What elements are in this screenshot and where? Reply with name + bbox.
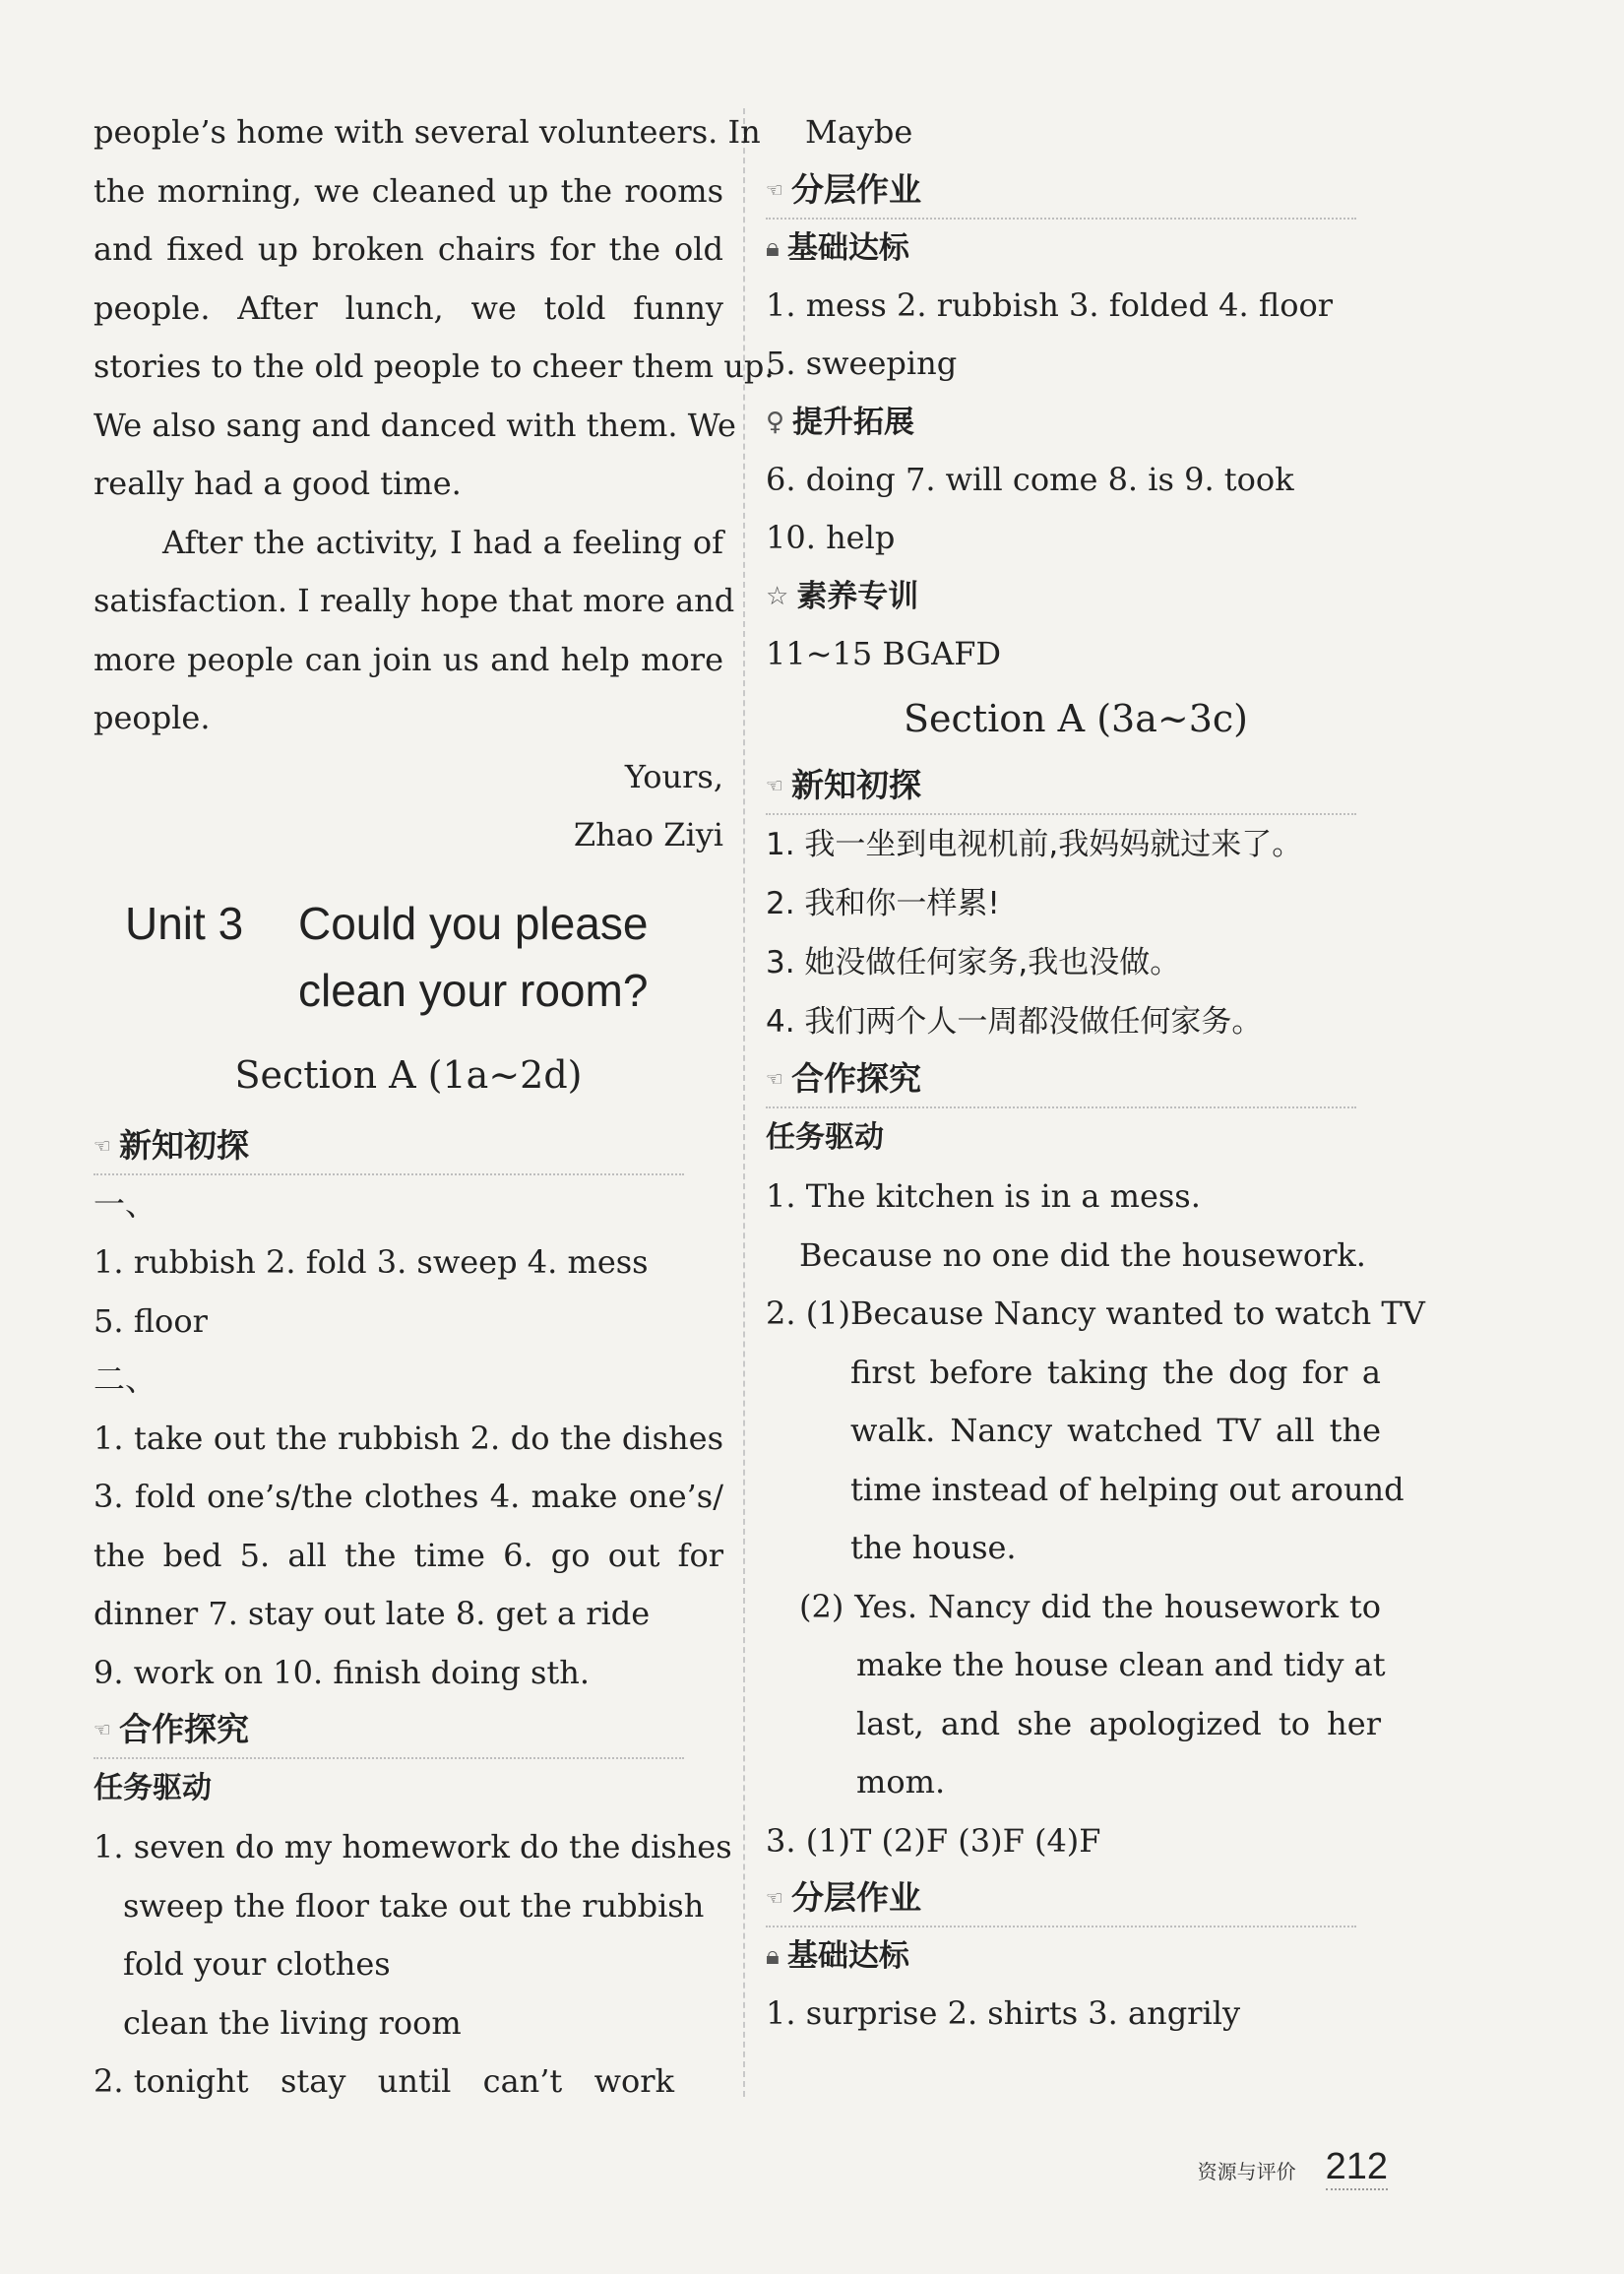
- answer-line: walk. Nancy watched TV all the: [850, 1412, 1381, 1449]
- subheading-raise: [766, 394, 1386, 451]
- pointer-icon: ☜: [766, 1067, 783, 1091]
- answer-line: clean the living room: [123, 2003, 462, 2042]
- subheading-basic: [766, 1927, 1386, 1985]
- answer-line: 11~15 BGAFD: [766, 634, 1002, 672]
- unit-title: [94, 890, 723, 1024]
- answer-word: until: [377, 2062, 452, 2100]
- subheading-label: 素养专训: [796, 578, 919, 614]
- letter-line: people.: [94, 699, 211, 736]
- answer-line: the house.: [850, 1529, 1017, 1566]
- subheading-basic: [766, 220, 1386, 277]
- section-heading-layer: [766, 162, 1356, 220]
- section-heading-coop: [94, 1702, 684, 1759]
- answer-line: (2) Yes. Nancy did the housework to: [799, 1587, 1381, 1625]
- page-number: 212: [1326, 2146, 1388, 2190]
- heading-label: 分层作业: [790, 1878, 921, 1917]
- heading-label: 新知初探: [790, 766, 921, 804]
- heading-label: 新知初探: [118, 1125, 249, 1165]
- task-label: 任务驱动: [94, 1771, 212, 1805]
- answer-line: 1. take out the rubbish 2. do the dishes: [94, 1419, 723, 1457]
- section-heading-layer: [766, 1870, 1356, 1927]
- letter-closing: Yours,: [624, 757, 723, 795]
- answer-line: time instead of helping out around: [850, 1470, 1405, 1508]
- heading-label: 合作探究: [118, 1710, 249, 1748]
- letter-body: [94, 103, 775, 864]
- answer-line: 6. doing 7. will come 8. is 9. took: [766, 460, 1294, 498]
- letter-signature: Zhao Ziyi: [573, 815, 723, 853]
- section-title: Section A (1a~2d): [234, 1052, 583, 1097]
- answer-line: 5. floor: [94, 1301, 208, 1340]
- answer-line: 2. (1)Because Nancy wanted to watch TV: [766, 1295, 1425, 1332]
- pointer-icon: ☜: [94, 1718, 111, 1741]
- answer-line: 3. fold one’s/the clothes 4. make one’s/: [94, 1478, 723, 1515]
- pointer-icon: ☜: [766, 774, 783, 797]
- letter-line: people. After lunch, we told funny: [94, 288, 723, 327]
- translation-line: 4. 我们两个人一周都没做任何家务。: [766, 1004, 1263, 1040]
- answer-line: 1. seven do my homework do the dishes: [94, 1828, 732, 1865]
- heading-label: 分层作业: [790, 169, 921, 209]
- right-column: [766, 103, 1425, 2044]
- answer-line: 1. rubbish 2. fold 3. sweep 4. mess: [94, 1243, 649, 1281]
- section-heading-new: [94, 1118, 684, 1175]
- answer-line: 1. mess 2. rubbish 3. folded 4. floor: [766, 285, 1334, 324]
- answer-line: 1. The kitchen is in a mess.: [766, 1177, 1201, 1215]
- footer-label: 资源与评价: [1197, 2160, 1296, 2183]
- pointer-icon: ☜: [94, 1133, 111, 1158]
- translation-line: 2. 我和你一样累!: [766, 886, 1000, 921]
- lock-icon: 🔒︎: [766, 1941, 780, 1971]
- translation-line: 3. 她没做任何家务,我也没做。: [766, 945, 1181, 980]
- answer-line: sweep the floor take out the rubbish: [123, 1886, 705, 1925]
- letter-line: people’s home with several volunteers. In: [94, 113, 761, 151]
- lightbulb-icon: ♀: [766, 407, 785, 437]
- unit-label: Unit 3: [125, 897, 244, 949]
- left-column: [94, 103, 775, 2112]
- star-icon: ☆: [766, 581, 789, 611]
- column-divider: [743, 108, 745, 2097]
- pointer-icon: ☜: [766, 1886, 783, 1910]
- answer-word: work: [593, 2062, 674, 2100]
- answer-line: Because no one did the housework.: [799, 1235, 1366, 1274]
- pointer-icon: ☜: [766, 177, 783, 202]
- answer-line: 9. work on 10. finish doing sth.: [94, 1653, 591, 1691]
- unit-title-line1: Could you please: [298, 897, 649, 949]
- answer-line: 3. (1)T (2)F (3)F (4)F: [766, 1821, 1101, 1860]
- answer-word: 2. tonight: [94, 2062, 249, 2100]
- section-heading-coop: [766, 1051, 1356, 1108]
- answer-line: last, and she apologized to her: [856, 1704, 1381, 1742]
- answer-line: make the house clean and tidy at: [856, 1646, 1386, 1683]
- subheading-quality: [766, 568, 1386, 625]
- section-heading-new: [766, 758, 1356, 815]
- subheading-label: 基础达标: [786, 1938, 909, 1974]
- answer-line: first before taking the dog for a: [850, 1353, 1381, 1391]
- part-mark: 一、: [94, 1184, 157, 1223]
- heading-label: 合作探究: [790, 1059, 921, 1098]
- subheading-label: 提升拓展: [792, 404, 915, 440]
- answer-line: mom.: [856, 1763, 946, 1800]
- letter-line: We also sang and danced with them. We: [94, 406, 736, 444]
- page-footer: [1142, 2146, 1388, 2190]
- section-title: Section A (3a~3c): [904, 697, 1248, 740]
- unit-title-line2: clean your room?: [298, 964, 649, 1016]
- answer-line: Maybe: [805, 113, 913, 151]
- answer-line: dinner 7. stay out late 8. get a ride: [94, 1595, 651, 1632]
- part-mark: 二、: [94, 1360, 157, 1398]
- answer-word: stay: [280, 2062, 346, 2100]
- answer-word: can’t: [482, 2062, 563, 2100]
- answer-line: the bed 5. all the time 6. go out for: [94, 1536, 723, 1574]
- lock-icon: 🔒︎: [766, 232, 780, 263]
- translation-line: 1. 我一坐到电视机前,我妈妈就过来了。: [766, 827, 1303, 862]
- answer-line: 1. surprise 2. shirts 3. angrily: [766, 1994, 1241, 2032]
- letter-line: really had a good time.: [94, 465, 462, 502]
- letter-line: stories to the old people to cheer them up.: [94, 347, 775, 385]
- answer-line: fold your clothes: [123, 1945, 391, 1983]
- letter-line: After the activity, I had a feeling of: [162, 523, 723, 561]
- subheading-label: 基础达标: [786, 229, 909, 266]
- answer-line: 10. help: [766, 519, 896, 556]
- letter-line: the morning, we cleaned up the rooms: [94, 171, 723, 210]
- letter-line: satisfaction. I really hope that more and: [94, 582, 735, 619]
- letter-line: more people can join us and help more: [94, 640, 723, 678]
- answer-line: [94, 2053, 674, 2112]
- letter-line: and fixed up broken chairs for the old: [94, 230, 723, 268]
- task-label: 任务驱动: [766, 1120, 884, 1155]
- answer-line: 5. sweeping: [766, 345, 958, 382]
